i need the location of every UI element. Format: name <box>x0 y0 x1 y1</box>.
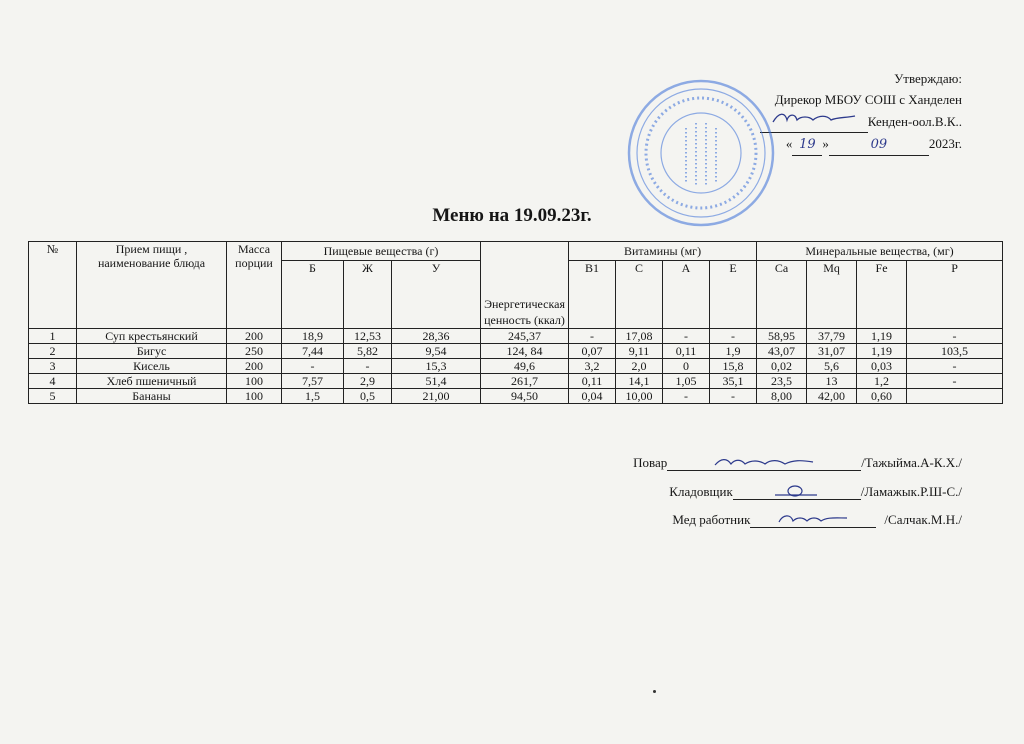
cell-mass: 200 <box>227 359 282 374</box>
cell-a: - <box>663 389 710 404</box>
signature-scribble-icon <box>769 110 859 126</box>
cell-mq: 37,79 <box>807 329 857 344</box>
header-meal: Прием пищи , наименование блюда <box>77 242 227 329</box>
approval-block <box>760 68 962 156</box>
cook-label: Повар <box>633 455 668 470</box>
keeper-label: Кладовщик <box>669 484 733 499</box>
medic-signature-row <box>672 512 962 528</box>
cell-mass: 200 <box>227 329 282 344</box>
cell-c: 9,11 <box>616 344 663 359</box>
cell-energy: 49,6 <box>481 359 569 374</box>
table-row <box>29 374 1003 389</box>
cell-u: 15,3 <box>392 359 481 374</box>
cell-e: 15,8 <box>710 359 757 374</box>
cell-num: 3 <box>29 359 77 374</box>
header-b1: В1 <box>569 261 616 329</box>
header-vitamins: Витамины (мг) <box>569 242 757 261</box>
cook-signature <box>667 455 861 471</box>
cell-meal: Хлеб пшеничный <box>77 374 227 389</box>
cell-energy: 261,7 <box>481 374 569 389</box>
cell-num: 1 <box>29 329 77 344</box>
cell-ca: 8,00 <box>757 389 807 404</box>
medic-name: /Салчак.М.Н./ <box>884 512 962 527</box>
cell-ca: 58,95 <box>757 329 807 344</box>
cell-c: 10,00 <box>616 389 663 404</box>
cell-mq: 42,00 <box>807 389 857 404</box>
cell-num: 5 <box>29 389 77 404</box>
cell-meal: Бананы <box>77 389 227 404</box>
cell-c: 17,08 <box>616 329 663 344</box>
cell-b: 7,44 <box>282 344 344 359</box>
cell-zh: - <box>344 359 392 374</box>
cell-ca: 23,5 <box>757 374 807 389</box>
date-year: 2023г. <box>928 136 962 151</box>
cell-b1: 0,11 <box>569 374 616 389</box>
table-row <box>29 359 1003 374</box>
cell-a: 0 <box>663 359 710 374</box>
cell-b1: 3,2 <box>569 359 616 374</box>
cell-p: - <box>907 359 1003 374</box>
cell-zh: 2,9 <box>344 374 392 389</box>
cell-u: 51,4 <box>392 374 481 389</box>
cell-mq: 13 <box>807 374 857 389</box>
cell-zh: 12,53 <box>344 329 392 344</box>
approval-signature-line <box>760 110 962 133</box>
date-day: 19 <box>792 134 822 156</box>
header-mass: Масса порции <box>227 242 282 329</box>
date-quote-close: » <box>822 136 829 151</box>
signature-scribble-icon <box>773 512 853 527</box>
cell-fe: 1,2 <box>857 374 907 389</box>
cell-zh: 0,5 <box>344 389 392 404</box>
cell-meal: Суп крестьянский <box>77 329 227 344</box>
cell-energy: 245,37 <box>481 329 569 344</box>
cell-mass: 100 <box>227 389 282 404</box>
header-energy: Энергетическая ценность (ккал) <box>481 242 569 329</box>
cell-p <box>907 389 1003 404</box>
cell-b: 7,57 <box>282 374 344 389</box>
approval-heading: Утверждаю: <box>894 71 962 86</box>
cell-b1: 0,04 <box>569 389 616 404</box>
date-month: 09 <box>829 134 929 156</box>
cell-u: 21,00 <box>392 389 481 404</box>
cell-b: 1,5 <box>282 389 344 404</box>
header-nutrients: Пищевые вещества (г) <box>282 242 481 261</box>
table-row <box>29 344 1003 359</box>
cell-zh: 5,82 <box>344 344 392 359</box>
cell-e: - <box>710 329 757 344</box>
table-row <box>29 329 1003 344</box>
header-u: У <box>392 261 481 329</box>
cook-signature-row <box>633 455 962 471</box>
cell-mq: 5,6 <box>807 359 857 374</box>
cell-b: 18,9 <box>282 329 344 344</box>
header-fe: Fe <box>857 261 907 329</box>
header-c: С <box>616 261 663 329</box>
cell-a: 0,11 <box>663 344 710 359</box>
header-ca: Са <box>757 261 807 329</box>
cell-p: - <box>907 374 1003 389</box>
header-e: Е <box>710 261 757 329</box>
table-row <box>29 389 1003 404</box>
cell-fe: 0,60 <box>857 389 907 404</box>
menu-table-body <box>29 329 1003 404</box>
cell-a: - <box>663 329 710 344</box>
cell-e: 1,9 <box>710 344 757 359</box>
approval-director-name: Кенден-оол.В.К.. <box>867 114 962 129</box>
header-num: № <box>29 242 77 329</box>
cell-u: 28,36 <box>392 329 481 344</box>
cook-name: /Тажыйма.А-К.Х./ <box>861 455 962 470</box>
page-title: Меню на 19.09.23г. <box>432 205 592 226</box>
cell-meal: Бигус <box>77 344 227 359</box>
signature-scribble-icon <box>709 455 819 470</box>
header-p: P <box>907 261 1003 329</box>
cell-ca: 43,07 <box>757 344 807 359</box>
cell-mass: 100 <box>227 374 282 389</box>
approval-date <box>760 133 962 156</box>
cell-e: 35,1 <box>710 374 757 389</box>
header-a: А <box>663 261 710 329</box>
header-minerals: Минеральные вещества, (мг) <box>757 242 1003 261</box>
cell-p: 103,5 <box>907 344 1003 359</box>
cell-num: 4 <box>29 374 77 389</box>
keeper-name: /Ламажык.Р.Ш-С./ <box>860 484 962 499</box>
cell-num: 2 <box>29 344 77 359</box>
signature-scribble-icon <box>767 484 827 499</box>
cell-ca: 0,02 <box>757 359 807 374</box>
cell-c: 14,1 <box>616 374 663 389</box>
approval-director: Дирекор МБОУ СОШ с Ханделен <box>774 92 962 107</box>
cell-meal: Кисель <box>77 359 227 374</box>
cell-fe: 0,03 <box>857 359 907 374</box>
header-zh: Ж <box>344 261 392 329</box>
cell-energy: 124, 84 <box>481 344 569 359</box>
medic-signature <box>750 512 876 528</box>
header-b: Б <box>282 261 344 329</box>
cell-p: - <box>907 329 1003 344</box>
header-mq: Mq <box>807 261 857 329</box>
cell-energy: 94,50 <box>481 389 569 404</box>
keeper-signature-row <box>669 484 962 500</box>
cell-c: 2,0 <box>616 359 663 374</box>
cell-e: - <box>710 389 757 404</box>
cell-b1: 0,07 <box>569 344 616 359</box>
cell-a: 1,05 <box>663 374 710 389</box>
cell-b: - <box>282 359 344 374</box>
cell-u: 9,54 <box>392 344 481 359</box>
date-quote-open: « <box>785 136 793 151</box>
cell-mass: 250 <box>227 344 282 359</box>
menu-table <box>28 241 1003 404</box>
cell-fe: 1,19 <box>857 344 907 359</box>
cell-b1: - <box>569 329 616 344</box>
keeper-signature <box>733 484 861 500</box>
paper-speck <box>653 690 656 693</box>
cell-mq: 31,07 <box>807 344 857 359</box>
medic-label: Мед работник <box>672 512 751 527</box>
cell-fe: 1,19 <box>857 329 907 344</box>
